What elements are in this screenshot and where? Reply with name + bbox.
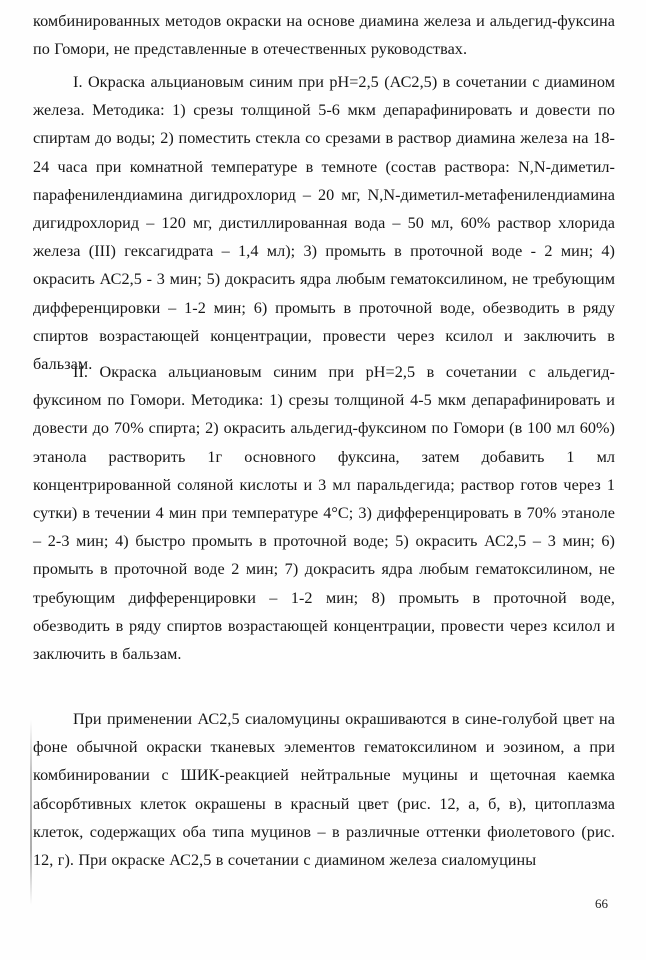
paragraph-method-2-text: II. Окраска альциановым синим при pH=2,5 в сочетании с альдегид-фуксином по Гомори. Методика: 1) срезы толщиной 4-5 мкм депарафинировать и довести до 70% спирта; 2) окрасить альдегид-фуксином по Гомори (в 100 мл 60%) этанола растворить 1г основного фуксина, затем добавить 1 мл концентрированной соляной кислоты и 3 мл паральдегида; раствор готов через 1 сутки) в течении 4 мин при температуре 4°С; 3) дифференцировать в 70% этаноле – 2-3 мин; 4) быстро промыть в проточной воде; 5) окрасить АС2,5 – 3 мин; 6) промыть в проточной воде 2 мин; 7) докрасить ядра любым гематоксилином, не требующим дифференцировки – 1-2 мин; 8) промыть в проточной воде, обезводить в ряду спиртов возрастающей концентрации, провести через ксилол и заключить в бальзам. — [33, 363, 615, 664]
page-number: 66 — [595, 896, 608, 911]
paragraph-method-1 — [33, 68, 615, 378]
paragraph-method-1-text: I. Окраска альциановым синим при pH=2,5 (АС2,5) в сочетании с диамином железа. Методика: 1) срезы толщиной 5-6 мкм депарафинировать и довести по спиртам до воды; 2) поместить стекла со срезами в раствор диамина железа на 18-24 часа при комнатной температуре в темноте (состав раствора: N,N-диметил-парафенилендиамина дигидрохлорид – 20 мг, N,N-диметил-метафенилендиамина дигидрохлорид – 120 мг, дистиллированная вода – 50 мл, 60% раствор хлорида железа (III) гексагидрата – 1,4 мл); 3) промыть в проточной воде - 2 мин; 4) окрасить АС2,5 - 3 мин; 5) докрасить ядра любым гематоксилином, не требующим дифференцировки – 1-2 мин; 6) промыть в проточной воде, обезводить в ряду спиртов возрастающей концентрации, провести через ксилол и заключить в бальзам. — [33, 73, 615, 374]
paragraph-result-text: При применении АС2,5 сиаломуцины окрашиваются в сине-голубой цвет на фоне обычной окраски тканевых элементов гематоксилином и эозином, а при комбинировании с ШИК-реакцией нейтральные муцины и щеточная каемка абсорбтивных клеток окрашены в красный цвет (рис. 12, а, б, в), цитоплазма клеток, содержащих оба типа муцинов – в различные оттенки фиолетового (рис. 12, г). При окраске АС2,5 в сочетании с диамином железа сиаломуцины — [33, 710, 615, 870]
paragraph-intro — [33, 7, 615, 63]
paragraph-result — [33, 705, 615, 874]
paragraph-intro-text: комбинированных методов окраски на основе диамина железа и альдегид-фуксина по Гомори, не представленные в отечественных руководствах. — [33, 12, 615, 59]
scan-shadow — [30, 720, 32, 905]
paragraph-method-2 — [33, 358, 615, 668]
